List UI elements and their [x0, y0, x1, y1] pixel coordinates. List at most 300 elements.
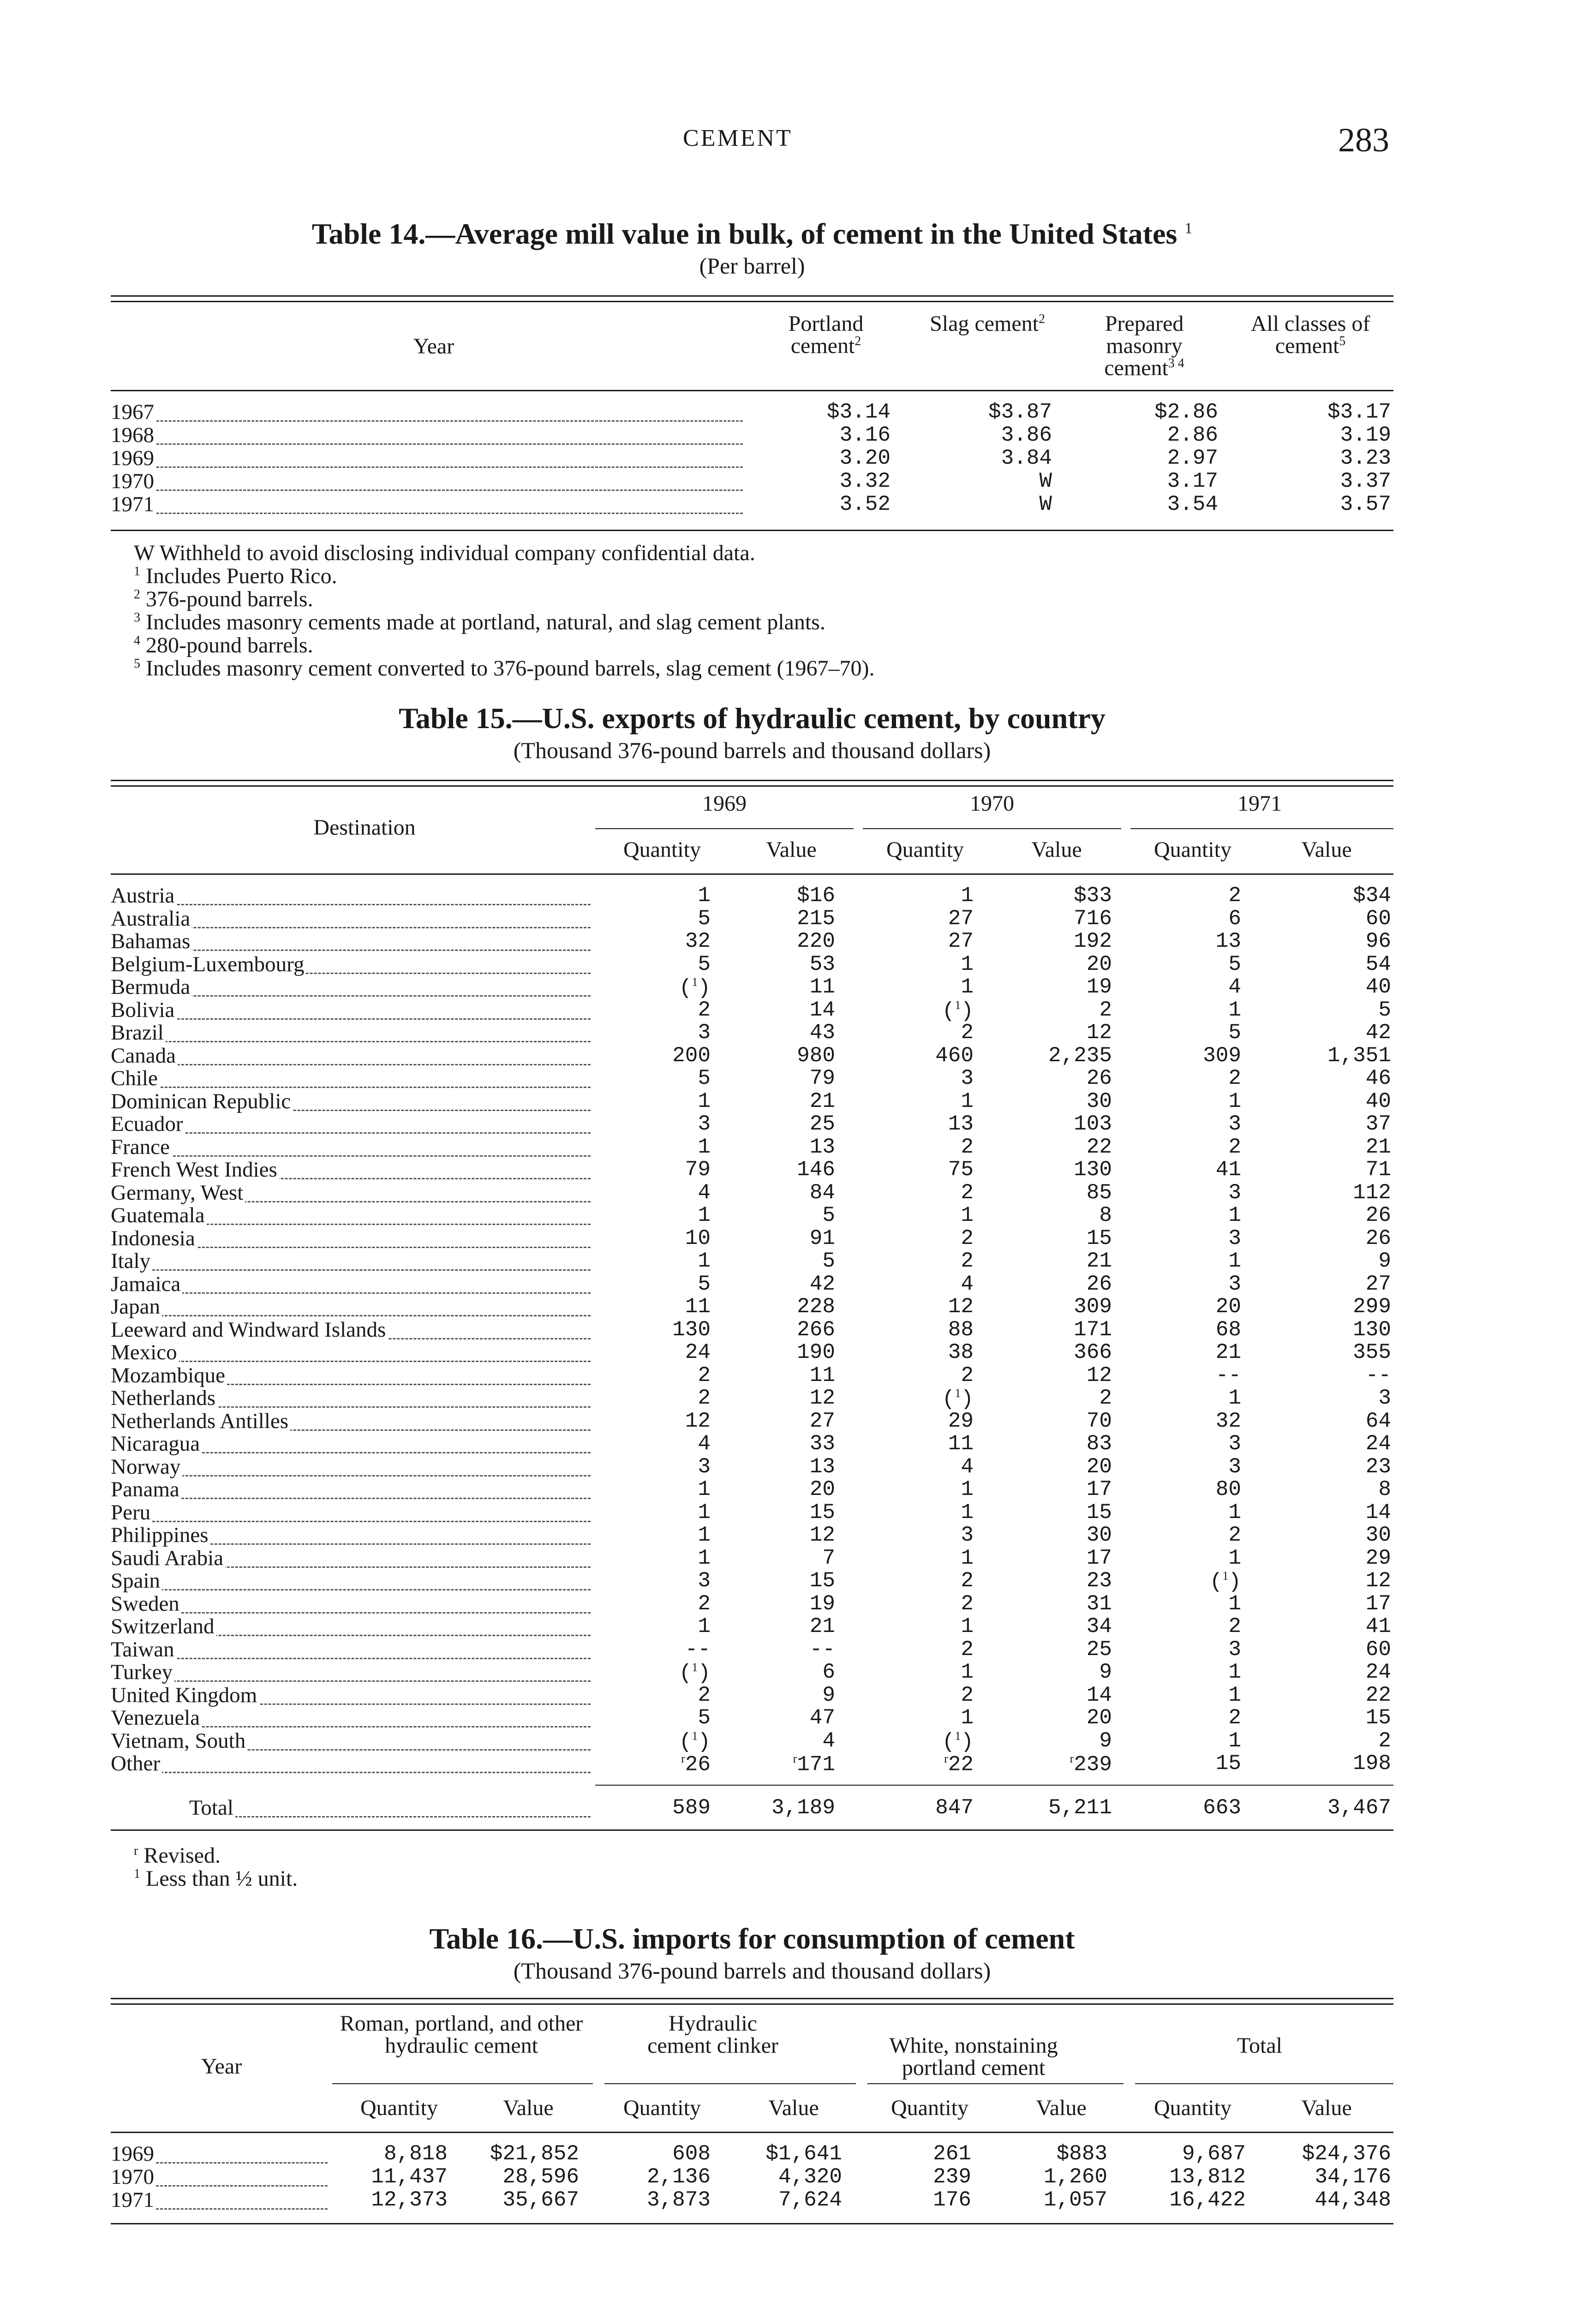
table15-cell-value-1969: $^r$171: [793, 1752, 835, 1777]
table14-header-rule: [111, 390, 1393, 391]
dot-leader: [111, 1498, 591, 1499]
table16-header-clinker: Hydraulic cement clinker: [647, 2011, 778, 2058]
table15-row-destination-text: Ecuador: [111, 1113, 185, 1136]
table15-cell-value-1970: 12: [1086, 1021, 1112, 1045]
table15-cell-quantity-1971: 41: [1215, 1158, 1241, 1182]
table14-row-year-text: 1970: [111, 471, 156, 493]
table15-row-destination: [111, 1707, 591, 1731]
table14-cell-slag: 3.86: [1001, 423, 1052, 447]
table15-cell-value-1971: 46: [1365, 1066, 1391, 1090]
table15-cell-value-1971: 299: [1353, 1295, 1391, 1319]
table14-cell-all: 3.19: [1340, 423, 1391, 447]
table15-cell-value-1969: 5: [822, 1203, 835, 1227]
table16-sub-value-3: Value: [1036, 2096, 1087, 2120]
table15-row-destination: [111, 1068, 591, 1092]
table15-cell-quantity-1971: 80: [1215, 1477, 1241, 1501]
dot-leader: [111, 1680, 591, 1682]
table14-note: [134, 611, 825, 634]
table15-cell-value-1971: 29: [1365, 1546, 1391, 1570]
table16-caption: [111, 1922, 1393, 1986]
table15-cell-quantity-1970: 2: [961, 1180, 974, 1205]
table15-total-label-text: Total: [189, 1797, 235, 1820]
table15-cell-quantity-1971: ($^1$): [1209, 1569, 1241, 1594]
footnote-mark: 2: [134, 587, 140, 602]
table15-cell-value-1971: 5: [1378, 998, 1391, 1022]
table15-cell-quantity-1971: 3: [1228, 1226, 1241, 1250]
table15-cell-value-1970: 15: [1086, 1500, 1112, 1524]
table15-row-destination: [111, 1250, 591, 1274]
table15-row-destination: [111, 1524, 591, 1548]
table15-cell-value-1970: 2: [1099, 1386, 1112, 1410]
table15-sub-value-1969: Value: [766, 837, 817, 862]
table15-cell-value-1971: 41: [1365, 1614, 1391, 1638]
table15-cell-quantity-1969: $^r$26: [681, 1752, 711, 1777]
table15-row-destination: [111, 1753, 591, 1777]
table14-cell-all: 3.23: [1340, 446, 1391, 470]
table14-cell-masonry: $2.86: [1154, 400, 1218, 424]
table14-row-year: [111, 424, 743, 448]
table15-cell-value-1970: 23: [1086, 1569, 1112, 1593]
table15-cell-value-1970: 34: [1086, 1614, 1112, 1638]
table15-total-value-1970: 5,211: [1048, 1796, 1112, 1820]
table15-cell-quantity-1969: 1: [698, 1135, 711, 1159]
table15-total-quantity-1970: 847: [935, 1796, 974, 1820]
table15-cell-value-1969: 4: [822, 1728, 835, 1753]
table15-cell-quantity-1971: 13: [1215, 929, 1241, 953]
table15-cell-quantity-1970: 2: [961, 1249, 974, 1273]
table15-total-quantity-1971: 663: [1203, 1796, 1241, 1820]
table15-cell-value-1969: 14: [809, 998, 835, 1022]
table15-cell-quantity-1970: 460: [935, 1043, 974, 1068]
table15-cell-value-1969: 19: [809, 1591, 835, 1616]
footnote-text: 376-pound barrels.: [146, 587, 313, 611]
table16-row-year: [111, 2143, 328, 2167]
table16-cell-total-quantity: 13,812: [1169, 2165, 1246, 2189]
table15-cell-quantity-1971: 2: [1228, 884, 1241, 908]
table15-cell-value-1971: 8: [1378, 1477, 1391, 1501]
table15-cell-quantity-1971: 3: [1228, 1180, 1241, 1205]
table15-row-destination: [111, 1662, 591, 1685]
table15-cell-value-1969: 43: [809, 1021, 835, 1045]
table15-sub-quantity-1969: Quantity: [623, 837, 701, 862]
table15-cell-quantity-1971: 1: [1228, 998, 1241, 1022]
table15-cell-quantity-1971: 1: [1228, 1089, 1241, 1113]
table15-row-destination-text: Chile: [111, 1068, 160, 1090]
table15-cell-quantity-1969: 2: [698, 1386, 711, 1410]
table16-cell-clinker-quantity: 3,873: [646, 2188, 711, 2212]
table15-row-destination-text: French West Indies: [111, 1159, 279, 1182]
table15-cell-value-1971: 2: [1378, 1728, 1391, 1753]
table14-cell-all: $3.17: [1327, 400, 1391, 424]
table14-note: [134, 588, 313, 610]
table15-row-destination: [111, 1433, 591, 1457]
table15-cell-value-1970: 309: [1074, 1295, 1112, 1319]
table15-cell-value-1970: 26: [1086, 1272, 1112, 1296]
table15-row-destination-text: Netherlands: [111, 1387, 217, 1410]
table15-cell-value-1970: 31: [1086, 1591, 1112, 1616]
table15-cell-quantity-1971: 20: [1215, 1295, 1241, 1319]
table15-row-destination-text: Mozambique: [111, 1365, 227, 1387]
table15-row-destination-text: Brazil: [111, 1022, 166, 1045]
table15-cell-value-1969: 79: [809, 1066, 835, 1090]
table15-row-destination-text: Mexico: [111, 1342, 179, 1364]
table15-cell-value-1971: 71: [1365, 1158, 1391, 1182]
table15-cell-quantity-1971: 1: [1228, 1728, 1241, 1753]
table15-cell-value-1970: 19: [1086, 975, 1112, 999]
table15-cell-value-1971: 26: [1365, 1226, 1391, 1250]
table15-cell-value-1970: 103: [1074, 1112, 1112, 1136]
table15-row-destination: [111, 1502, 591, 1526]
table15-cell-value-1970: 12: [1086, 1363, 1112, 1387]
table15-cell-value-1969: 25: [809, 1112, 835, 1136]
table15-cell-quantity-1971: 2: [1228, 1066, 1241, 1090]
table15-cell-value-1969: 42: [809, 1272, 835, 1296]
table16-row-year-text: 1971: [111, 2189, 156, 2212]
table14-subtitle: (Per barrel): [699, 252, 805, 279]
table14-note: [134, 634, 313, 657]
table15-cell-quantity-1970: 27: [948, 929, 974, 953]
table15-cell-value-1970: 2: [1099, 998, 1112, 1022]
table15-row-destination-text: Jamaica: [111, 1273, 182, 1296]
table16-row-year: [111, 2166, 328, 2190]
table14-cell-masonry: 2.97: [1167, 446, 1218, 470]
table15-cell-quantity-1971: 2: [1228, 1706, 1241, 1730]
table16-cell-roman-quantity: 11,437: [371, 2165, 448, 2189]
footnote-mark: r: [134, 1844, 138, 1858]
table15-cell-quantity-1971: 1: [1228, 1386, 1241, 1410]
table15-row-destination-text: Italy: [111, 1250, 152, 1273]
table15-row-destination: [111, 1616, 591, 1640]
table14-cell-slag: W: [1039, 492, 1052, 516]
table16-cell-white-value: 1,260: [1043, 2165, 1107, 2189]
table14-title-footnote: 1: [1184, 220, 1193, 237]
table16-row-year: [111, 2189, 328, 2213]
table15-row-destination: [111, 1045, 591, 1069]
table15-cell-quantity-1969: 5: [698, 1706, 711, 1730]
table15-cell-quantity-1971: 3: [1228, 1454, 1241, 1479]
table15-total-value-1969: 3,189: [771, 1796, 835, 1820]
table15-cell-value-1970: $^r$239: [1070, 1752, 1112, 1777]
table15-cell-value-1971: --: [1365, 1363, 1391, 1387]
table15-cell-value-1969: --: [809, 1637, 835, 1662]
table15-cell-quantity-1969: 5: [698, 906, 711, 931]
table15-cell-quantity-1971: 4: [1228, 975, 1241, 999]
table15-cell-value-1971: 42: [1365, 1021, 1391, 1045]
table15-row-destination-text: Peru: [111, 1502, 152, 1524]
table16-top-rule: [111, 1998, 1393, 2005]
table15-row-destination: [111, 1022, 591, 1046]
table15-cell-quantity-1969: 4: [698, 1180, 711, 1205]
table15-cell-value-1971: 9: [1378, 1249, 1391, 1273]
table15-cell-value-1969: 11: [809, 1363, 835, 1387]
dot-leader: [111, 490, 743, 491]
table14-cell-masonry: 3.17: [1167, 469, 1218, 493]
table15-row-destination-text: Panama: [111, 1479, 181, 1501]
table15-cell-value-1971: 54: [1365, 952, 1391, 976]
table15-cell-quantity-1971: 32: [1215, 1409, 1241, 1433]
table15-cell-quantity-1969: 10: [685, 1226, 711, 1250]
table15-cell-quantity-1971: 15: [1215, 1751, 1241, 1775]
table16-group-rule-1: [332, 2083, 593, 2084]
table15-row-destination-text: Canada: [111, 1045, 178, 1068]
table15-cell-value-1969: 47: [809, 1706, 835, 1730]
table15-year-rule-1971: [1130, 828, 1393, 829]
table16-cell-total-value: 34,176: [1315, 2165, 1391, 2189]
table15-cell-quantity-1969: 1: [698, 1523, 711, 1547]
table15-cell-quantity-1969: 1: [698, 1203, 711, 1227]
table15-cell-value-1970: 30: [1086, 1523, 1112, 1547]
table15-row-destination: [111, 1639, 591, 1663]
table15-cell-quantity-1970: 11: [948, 1432, 974, 1456]
table15-cell-value-1971: 23: [1365, 1454, 1391, 1479]
table14-cell-portland: 3.52: [839, 492, 891, 516]
table16-cell-total-value: 44,348: [1315, 2188, 1391, 2212]
table15-cell-value-1969: 228: [797, 1295, 835, 1319]
table16-row-year-text: 1970: [111, 2166, 156, 2189]
table15-cell-quantity-1969: 11: [685, 1295, 711, 1319]
table15-cell-value-1969: 190: [797, 1340, 835, 1364]
dot-leader: [111, 1772, 591, 1773]
table15-cell-value-1971: 14: [1365, 1500, 1391, 1524]
table15-cell-quantity-1969: ($^1$): [679, 975, 711, 1000]
table14-cell-slag: 3.84: [1001, 446, 1052, 470]
table15-cell-quantity-1970: 1: [961, 1660, 974, 1684]
table15-cell-value-1970: 20: [1086, 1454, 1112, 1479]
table15-cell-quantity-1971: 1: [1228, 1546, 1241, 1570]
table15-row-destination-text: Bolivia: [111, 999, 176, 1022]
table15-cell-value-1971: 112: [1353, 1180, 1391, 1205]
table15-row-destination: [111, 1091, 591, 1115]
dot-leader: [111, 1087, 591, 1088]
table15-row-destination: [111, 1296, 591, 1320]
table15-cell-value-1971: 96: [1365, 929, 1391, 953]
table15-cell-quantity-1971: 5: [1228, 1021, 1241, 1045]
table15-cell-quantity-1970: 2: [961, 1591, 974, 1616]
table15-row-destination-text: Bermuda: [111, 976, 192, 999]
table15-cell-quantity-1971: 2: [1228, 1135, 1241, 1159]
table14-cell-portland: 3.16: [839, 423, 891, 447]
table14-cell-masonry: 2.86: [1167, 423, 1218, 447]
table14-row-year-text: 1971: [111, 494, 156, 516]
dot-leader: [111, 1589, 591, 1590]
table15-cell-value-1971: 1,351: [1327, 1043, 1391, 1068]
table15-cell-quantity-1970: 1: [961, 1089, 974, 1113]
table15-title: Table 15.—U.S. exports of hydraulic cement, by country: [399, 702, 1106, 735]
table15-cell-quantity-1970: 1: [961, 1614, 974, 1638]
footnote-mark: 5: [134, 657, 140, 671]
table14-cell-portland: 3.20: [839, 446, 891, 470]
table15-year-rule-1969: [595, 828, 854, 829]
table15-cell-quantity-1970: 75: [948, 1158, 974, 1182]
table15-cell-value-1971: 60: [1365, 906, 1391, 931]
page-number: 283: [1338, 121, 1389, 159]
table15-cell-quantity-1970: 1: [961, 1706, 974, 1730]
table16-cell-white-quantity: 261: [933, 2142, 971, 2166]
table15-cell-value-1970: 26: [1086, 1066, 1112, 1090]
table15-sub-value-1970: Value: [1031, 837, 1082, 862]
dot-leader: [111, 1361, 591, 1362]
footnote-mark: 3: [134, 610, 140, 625]
table14-bottom-rule: [111, 530, 1393, 531]
dot-leader: [111, 1041, 591, 1042]
table15-cell-value-1969: 12: [809, 1523, 835, 1547]
table14-cell-slag: W: [1039, 469, 1052, 493]
table15-header-rule: [111, 873, 1393, 875]
table16-sub-quantity-1: Quantity: [360, 2096, 438, 2120]
table14-row-year: [111, 494, 743, 518]
footnote-mark: 1: [134, 564, 140, 579]
table15-row-destination-text: Other: [111, 1753, 162, 1775]
table15-cell-value-1969: 21: [809, 1089, 835, 1113]
table15-cell-value-1971: 26: [1365, 1203, 1391, 1227]
table14-row-year-text: 1969: [111, 448, 156, 470]
table15-row-destination-text: Taiwan: [111, 1639, 176, 1662]
running-title: CEMENT: [683, 125, 793, 151]
table15-cell-quantity-1971: 309: [1203, 1043, 1241, 1068]
table14-header-all-classes: All classes of cement$^5$: [1250, 311, 1370, 358]
table15-cell-quantity-1970: 2: [961, 1637, 974, 1662]
table15-cell-value-1970: 25: [1086, 1637, 1112, 1662]
table14-row-year: [111, 448, 743, 472]
table15-row-destination-text: Indonesia: [111, 1228, 197, 1250]
dot-leader: [111, 1521, 591, 1522]
table15-row-destination: [111, 1113, 591, 1137]
table15-cell-quantity-1970: 1: [961, 1477, 974, 1501]
dot-leader: [111, 1018, 591, 1020]
footnote-text: W Withheld to avoid disclosing individual company confidential data.: [134, 541, 755, 565]
table15-cell-value-1970: 20: [1086, 1706, 1112, 1730]
table15-cell-quantity-1971: 1: [1228, 1660, 1241, 1684]
table15-cell-quantity-1969: 1: [698, 1546, 711, 1570]
table15-cell-value-1970: $33: [1074, 884, 1112, 908]
table15-cell-value-1971: 37: [1365, 1112, 1391, 1136]
table14-header-slag: Slag cement$^2$: [930, 311, 1045, 336]
dot-leader: [111, 1064, 591, 1065]
table15-header-year-1969: 1969: [702, 791, 747, 816]
table15-row-destination-text: Venezuela: [111, 1707, 202, 1730]
table15-cell-value-1970: 22: [1086, 1135, 1112, 1159]
table15-cell-quantity-1970: 38: [948, 1340, 974, 1364]
table15-cell-value-1969: 20: [809, 1477, 835, 1501]
table15-cell-value-1969: 215: [797, 906, 835, 931]
table15-cell-quantity-1970: 1: [961, 1203, 974, 1227]
table14-header-year: Year: [413, 334, 454, 359]
table15-cell-quantity-1971: 1: [1228, 1500, 1241, 1524]
dot-leader: [111, 1658, 591, 1659]
table15-cell-quantity-1970: 13: [948, 1112, 974, 1136]
table15-cell-value-1970: 30: [1086, 1089, 1112, 1113]
table15-cell-value-1971: 21: [1365, 1135, 1391, 1159]
table15-cell-value-1969: 6: [822, 1660, 835, 1684]
table14-note: [134, 565, 337, 587]
table15-subtitle: (Thousand 376-pound barrels and thousand dollars): [513, 737, 991, 763]
dot-leader: [111, 443, 743, 445]
table15-cell-value-1971: $34: [1353, 884, 1391, 908]
table15-cell-quantity-1971: 2: [1228, 1523, 1241, 1547]
table15-row-destination-text: Austria: [111, 885, 176, 908]
table15-row-destination: [111, 1342, 591, 1366]
table15-row-destination-text: Norway: [111, 1456, 182, 1479]
table15-cell-quantity-1969: 3: [698, 1021, 711, 1045]
table15-row-destination-text: Switzerland: [111, 1616, 216, 1638]
table15-cell-quantity-1969: 3: [698, 1569, 711, 1593]
table16-sub-value-4: Value: [1301, 2096, 1352, 2120]
table15-total-value-1971: 3,467: [1327, 1796, 1391, 1820]
table15-cell-quantity-1970: 2: [961, 1135, 974, 1159]
table15-cell-value-1969: 33: [809, 1432, 835, 1456]
table15-cell-value-1969: 12: [809, 1386, 835, 1410]
table15-cell-value-1969: 220: [797, 929, 835, 953]
table15-note: [134, 1845, 221, 1867]
table15-row-destination: [111, 1570, 591, 1594]
table15-cell-quantity-1970: ($^1$): [942, 1387, 974, 1411]
table15-row-destination-text: United Kingdom: [111, 1685, 259, 1707]
table15-row-destination-text: Turkey: [111, 1662, 174, 1684]
table15-cell-quantity-1970: $^r$22: [944, 1752, 974, 1777]
table15-row-destination-text: Bahamas: [111, 931, 192, 953]
table15-cell-quantity-1970: 29: [948, 1409, 974, 1433]
table15-row-destination: [111, 1182, 591, 1206]
table16-title: Table 16.—U.S. imports for consumption of cement: [429, 1922, 1075, 1955]
table15-cell-quantity-1969: 32: [685, 929, 711, 953]
footnote-text: Revised.: [143, 1843, 221, 1868]
table14-top-rule: [111, 295, 1393, 302]
table15-cell-quantity-1969: 79: [685, 1158, 711, 1182]
table15-row-destination: [111, 1548, 591, 1572]
table15-cell-quantity-1970: ($^1$): [942, 1729, 974, 1754]
table15-cell-value-1969: 7: [822, 1546, 835, 1570]
table16-cell-white-quantity: 239: [933, 2165, 971, 2189]
table15-cell-quantity-1969: 1: [698, 1614, 711, 1638]
table15-cell-value-1969: 13: [809, 1454, 835, 1479]
table15-row-destination: [111, 999, 591, 1023]
table14-header-portland: Portland cement$^2$: [788, 311, 864, 358]
footnote-text: 280-pound barrels.: [146, 633, 313, 657]
table15-cell-quantity-1969: 2: [698, 998, 711, 1022]
table15-row-destination-text: Vietnam, South: [111, 1730, 247, 1753]
table16-cell-total-quantity: 16,422: [1169, 2188, 1246, 2212]
table16-header-year: Year: [201, 2054, 242, 2079]
table15-cell-value-1971: 355: [1353, 1340, 1391, 1364]
table15-cell-quantity-1969: 2: [698, 1591, 711, 1616]
table15-cell-quantity-1969: ($^1$): [679, 1661, 711, 1685]
table16-cell-clinker-quantity: 2,136: [646, 2165, 711, 2189]
table16-group-rule-2: [604, 2083, 856, 2084]
table15-row-destination-text: Netherlands Antilles: [111, 1410, 290, 1433]
table15-cell-value-1969: 15: [809, 1500, 835, 1524]
table15-row-destination-text: Germany, West: [111, 1182, 245, 1205]
table15-row-destination: [111, 908, 591, 932]
table15-cell-value-1970: 17: [1086, 1546, 1112, 1570]
table14-cell-portland: 3.32: [839, 469, 891, 493]
table15-row-destination-text: Sweden: [111, 1593, 181, 1616]
table16-cell-roman-value: $21,852: [490, 2142, 579, 2166]
table16-cell-roman-quantity: 8,818: [383, 2142, 448, 2166]
table15-cell-value-1970: 366: [1074, 1340, 1112, 1364]
table15-cell-value-1971: 22: [1365, 1683, 1391, 1707]
table15-cell-quantity-1970: 2: [961, 1569, 974, 1593]
table15-cell-value-1971: 12: [1365, 1569, 1391, 1593]
table16-cell-clinker-quantity: 608: [672, 2142, 711, 2166]
table15-cell-value-1971: 15: [1365, 1706, 1391, 1730]
table15-cell-value-1969: 146: [797, 1158, 835, 1182]
table16-sub-quantity-3: Quantity: [891, 2096, 968, 2120]
table15-row-destination-text: Saudi Arabia: [111, 1548, 225, 1570]
table16-header-total: Total: [1237, 2033, 1282, 2058]
table15-row-destination: [111, 1593, 591, 1617]
table15-cell-value-1969: 11: [809, 975, 835, 999]
table15-cell-value-1970: 716: [1074, 906, 1112, 931]
